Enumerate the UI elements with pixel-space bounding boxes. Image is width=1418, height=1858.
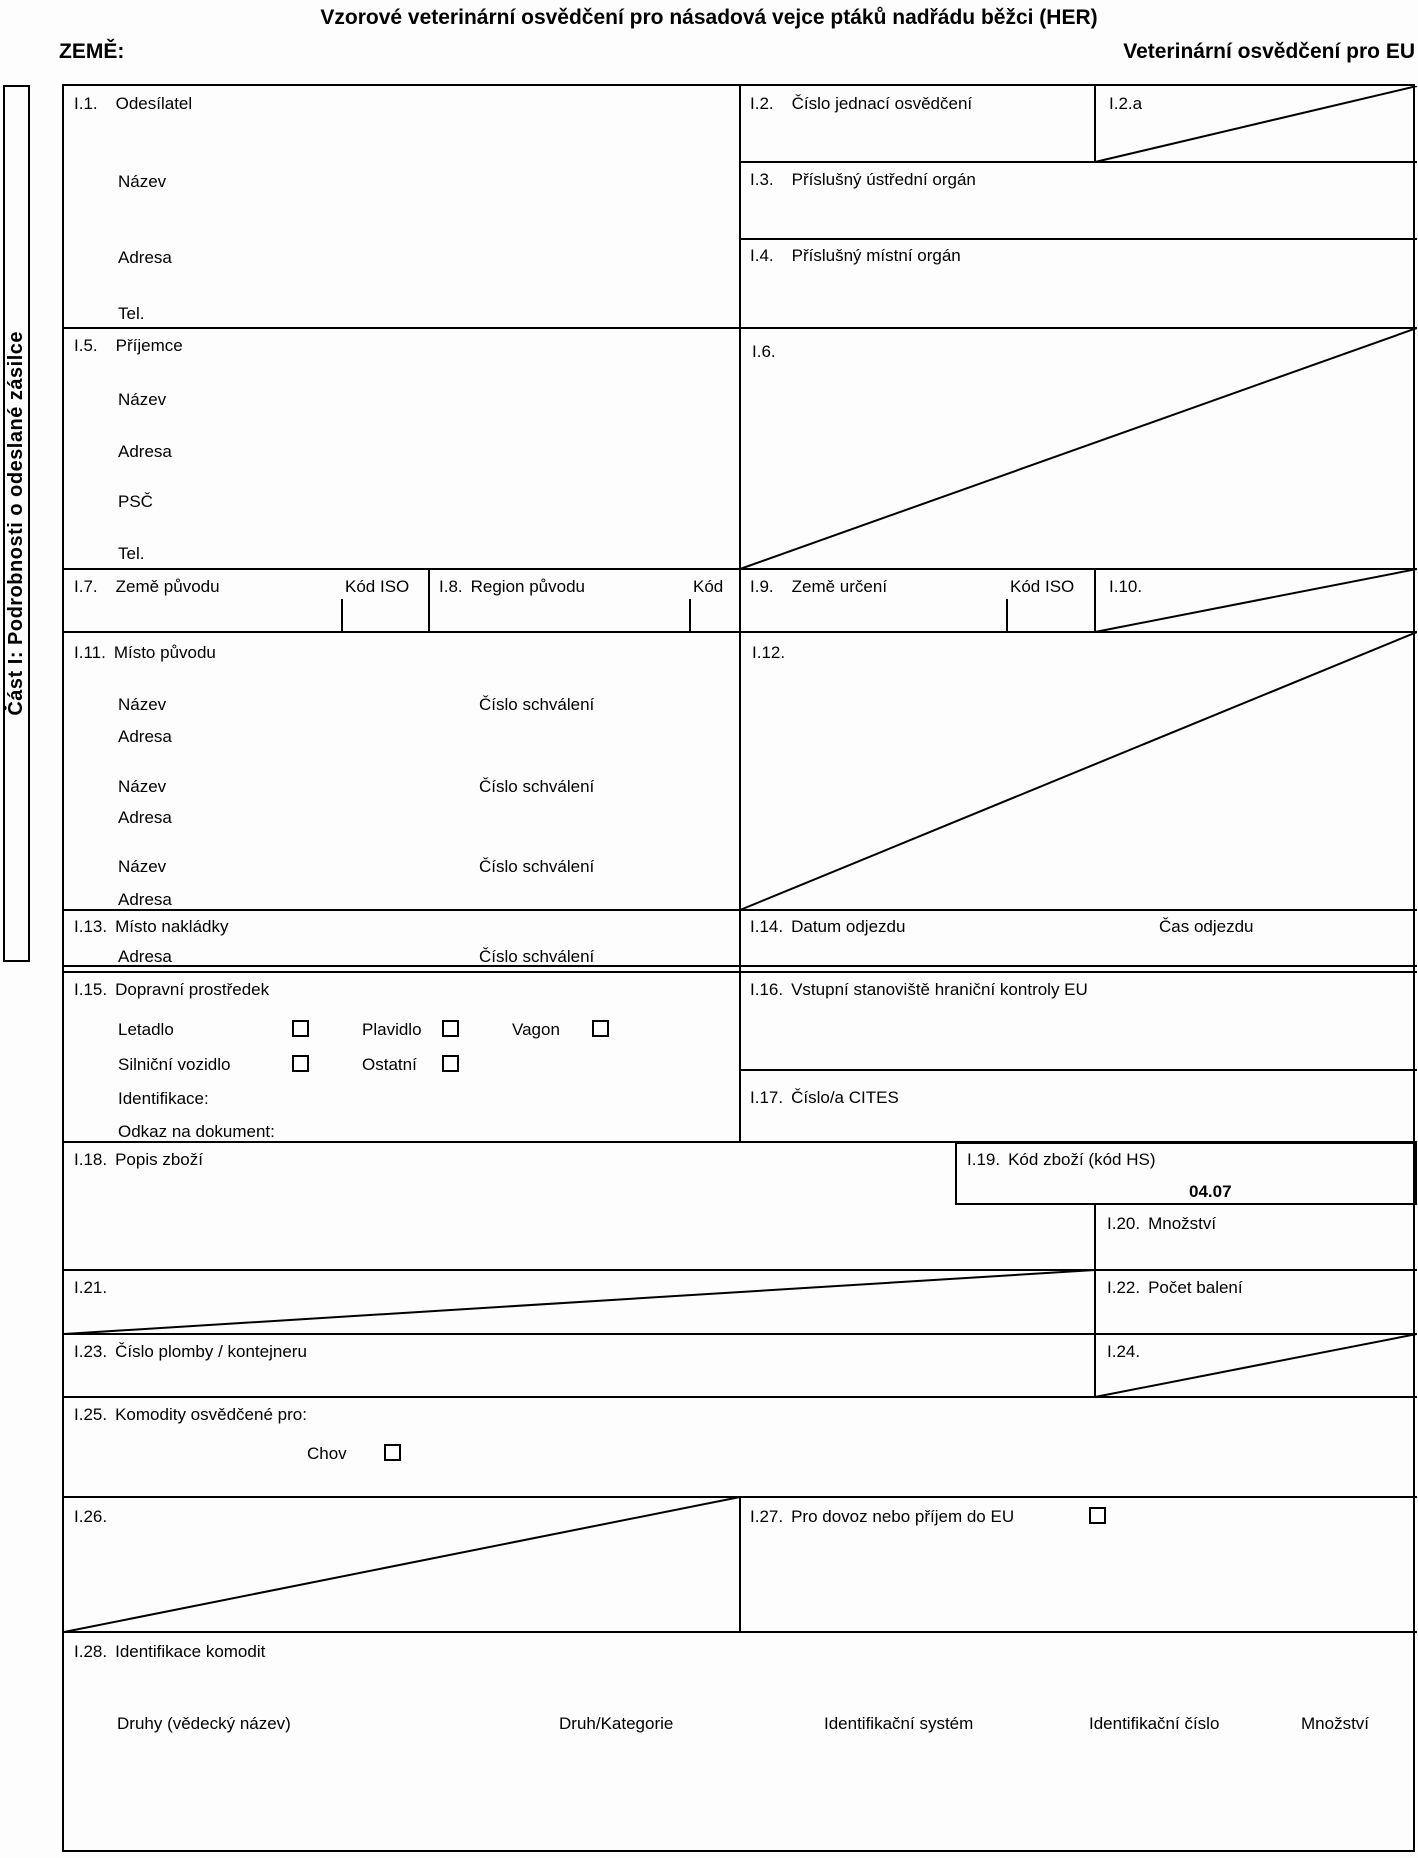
i5-postal-label: PSČ <box>118 492 153 511</box>
field-i7 <box>74 577 220 597</box>
i14-label: Datum odjezdu <box>791 917 906 936</box>
i11-approval-label-3: Číslo schválení <box>479 857 595 876</box>
field-i20 <box>1107 1214 1216 1234</box>
letadlo-checkbox[interactable] <box>292 1020 309 1037</box>
i12-number: I.12. <box>752 643 786 662</box>
i13-approval-label: Číslo schválení <box>479 947 595 966</box>
i15-label: Dopravní prostředek <box>115 980 270 999</box>
i15-option-silnicni-label: Silniční vozidlo <box>118 1055 231 1074</box>
i11-label: Místo původu <box>113 643 216 662</box>
i5-label: Příjemce <box>115 336 183 355</box>
i24-number: I.24. <box>1107 1342 1141 1361</box>
i26-number: I.26. <box>74 1507 108 1526</box>
i4-label: Příslušný místní orgán <box>791 246 961 265</box>
field-i11 <box>74 643 216 663</box>
i15-identification-label: Identifikace: <box>118 1089 209 1108</box>
i15-option-vagon-label: Vagon <box>512 1020 560 1039</box>
i20-label: Množství <box>1148 1214 1217 1233</box>
i11-address-label-3: Adresa <box>118 890 172 909</box>
i18-label: Popis zboží <box>115 1150 203 1169</box>
i25-option-chov-label: Chov <box>307 1444 347 1463</box>
certificate-form <box>62 84 1415 1852</box>
i10-number: I.10. <box>1109 577 1143 596</box>
i2-label: Číslo jednací osvědčení <box>791 94 973 113</box>
i3-number: I.3. <box>750 170 774 189</box>
i21-diagonal <box>64 1270 1095 1334</box>
i28-number: I.28. <box>74 1642 108 1661</box>
vagon-checkbox[interactable] <box>592 1020 609 1037</box>
i28-label: Identifikace komodit <box>115 1642 266 1661</box>
i13-label: Místo nakládky <box>115 917 229 936</box>
i14-time-label: Čas odjezdu <box>1159 917 1254 936</box>
field-i25 <box>74 1405 307 1425</box>
i9-label: Země určení <box>791 577 888 596</box>
i27-label: Pro dovoz nebo příjem do EU <box>791 1507 1015 1526</box>
i9-number: I.9. <box>750 577 774 596</box>
i1-label: Odesílatel <box>115 94 193 113</box>
field-i8 <box>439 577 585 597</box>
i24-diagonal <box>1095 1334 1417 1397</box>
i28-column-category: Druh/Kategorie <box>559 1714 674 1733</box>
field-i1 <box>74 94 192 114</box>
i15-doc-ref-label: Odkaz na dokument: <box>118 1122 275 1141</box>
i18-number: I.18. <box>74 1150 108 1169</box>
i7-number: I.7. <box>74 577 98 596</box>
i9-code-label: Kód ISO <box>1010 577 1075 596</box>
i11-approval-label-2: Číslo schválení <box>479 777 595 796</box>
i8-number: I.8. <box>439 577 463 596</box>
i3-label: Příslušný ústřední orgán <box>791 170 976 189</box>
field-i14 <box>750 917 905 937</box>
i11-address-label-2: Adresa <box>118 808 172 827</box>
i22-number: I.22. <box>1107 1278 1141 1297</box>
i28-column-species: Druhy (vědecký název) <box>117 1714 291 1733</box>
i15-option-ostatni-label: Ostatní <box>362 1055 417 1074</box>
i15-option-plavidlo-label: Plavidlo <box>362 1020 422 1039</box>
certificate-type-label: Veterinární osvědčení pro EU <box>1123 40 1415 63</box>
field-i15 <box>74 980 269 1000</box>
field-i13 <box>74 917 228 937</box>
i28-column-id-number: Identifikační číslo <box>1089 1714 1220 1733</box>
i1-address-label: Adresa <box>118 248 172 267</box>
i12-diagonal <box>740 632 1417 910</box>
ostatni-checkbox[interactable] <box>442 1055 459 1072</box>
i1-name-label: Název <box>118 172 167 191</box>
field-i19 <box>967 1150 1156 1170</box>
i11-name-label-3: Název <box>118 857 167 876</box>
i25-number: I.25. <box>74 1405 108 1424</box>
i22-label: Počet balení <box>1148 1278 1243 1297</box>
i21-number: I.21. <box>74 1278 108 1297</box>
i16-label: Vstupní stanoviště hraniční kontroly EU <box>791 980 1088 999</box>
plavidlo-checkbox[interactable] <box>442 1020 459 1037</box>
i5-name-label: Název <box>118 390 167 409</box>
i1-number: I.1. <box>74 94 98 113</box>
silnicni-vozidlo-checkbox[interactable] <box>292 1055 309 1072</box>
i23-label: Číslo plomby / kontejneru <box>115 1342 307 1361</box>
i5-tel-label: Tel. <box>118 544 145 563</box>
i13-address-label: Adresa <box>118 947 172 966</box>
i11-name-label-1: Název <box>118 695 167 714</box>
i19-label: Kód zboží (kód HS) <box>1008 1150 1156 1169</box>
i2a-diagonal <box>1095 86 1417 162</box>
i13-number: I.13. <box>74 917 108 936</box>
i25-label: Komodity osvědčené pro: <box>115 1405 307 1424</box>
i8-label: Region původu <box>470 577 585 596</box>
i19-hs-code-value: 04.07 <box>1189 1182 1232 1201</box>
i11-number: I.11. <box>74 643 106 662</box>
i23-number: I.23. <box>74 1342 108 1361</box>
i15-option-letadlo-label: Letadlo <box>118 1020 174 1039</box>
i2a-number: I.2.a <box>1109 94 1143 113</box>
part1-sidebar <box>3 85 30 962</box>
field-i9 <box>750 577 887 597</box>
i27-import-checkbox[interactable] <box>1089 1507 1106 1524</box>
field-i17 <box>750 1088 899 1108</box>
field-i18 <box>74 1150 203 1170</box>
page-title: Vzorové veterinární osvědčení pro násadová vejce ptáků nadřádu běžci (HER) <box>320 6 1098 29</box>
i8-code-label: Kód <box>693 577 724 596</box>
i5-address-label: Adresa <box>118 442 172 461</box>
field-i4 <box>750 246 961 266</box>
i19-number: I.19. <box>967 1150 1001 1169</box>
i28-column-id-system: Identifikační systém <box>824 1714 974 1733</box>
i27-number: I.27. <box>750 1507 784 1526</box>
i6-number: I.6. <box>752 342 776 361</box>
field-i2 <box>750 94 972 114</box>
i17-number: I.17. <box>750 1088 784 1107</box>
i28-column-quantity: Množství <box>1301 1714 1370 1733</box>
i11-approval-label-1: Číslo schválení <box>479 695 595 714</box>
i26-diagonal <box>64 1497 740 1632</box>
i14-number: I.14. <box>750 917 784 936</box>
i7-label: Země původu <box>115 577 220 596</box>
i6-diagonal <box>740 328 1417 569</box>
i4-number: I.4. <box>750 246 774 265</box>
i11-name-label-2: Název <box>118 777 167 796</box>
field-i22 <box>1107 1278 1243 1298</box>
chov-checkbox[interactable] <box>384 1444 401 1461</box>
i7-code-label: Kód ISO <box>345 577 410 596</box>
i11-address-label-1: Adresa <box>118 727 172 746</box>
field-i5 <box>74 336 183 356</box>
field-i27 <box>750 1507 1014 1527</box>
field-i28 <box>74 1642 265 1662</box>
i5-number: I.5. <box>74 336 98 355</box>
field-i16 <box>750 980 1088 1000</box>
field-i23 <box>74 1342 307 1362</box>
form-grid <box>64 86 1417 1854</box>
i20-number: I.20. <box>1107 1214 1141 1233</box>
i15-number: I.15. <box>74 980 108 999</box>
i2-number: I.2. <box>750 94 774 113</box>
i17-label: Číslo/a CITES <box>791 1088 899 1107</box>
part1-sidebar-label: Část I: Podrobnosti o odeslané zásilce <box>5 331 27 716</box>
country-label: ZEMĚ: <box>59 40 125 63</box>
i16-number: I.16. <box>750 980 784 999</box>
field-i3 <box>750 170 976 190</box>
i10-diagonal <box>1095 569 1417 632</box>
i1-tel-label: Tel. <box>118 304 145 323</box>
